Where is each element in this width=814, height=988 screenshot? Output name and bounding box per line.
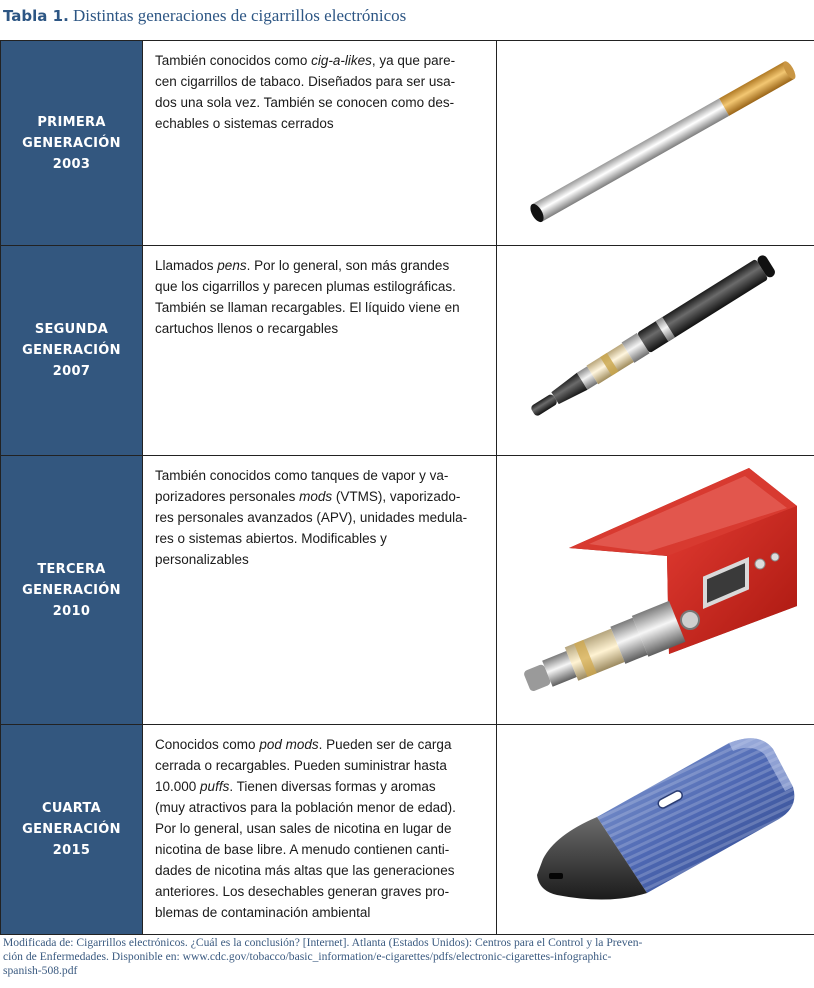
table-row <box>1 725 814 935</box>
caption-title: Distintas generaciones de cigarrillos electrónicos <box>73 6 407 25</box>
generation-description: También conocidos como cig-a-likes, ya que pare- cen cigarrillos de tabaco. Diseñados para ser usa- dos una sola vez. También se conocen como des- echables o sistemas cerrados <box>143 41 497 246</box>
generation-word: GENERACIÓN <box>22 343 121 358</box>
generation-year: 2003 <box>52 156 91 172</box>
generation-year: 2010 <box>52 603 91 619</box>
generation-year: 2015 <box>52 843 91 858</box>
table-row <box>1 456 814 725</box>
generation-ordinal: SEGUNDA <box>34 322 109 337</box>
generation-description: También conocidos como tanques de vapor y va- porizadores personales mods (VTMS), vaporizado- res personales avanzados (APV), unidades medula- res o sistemas abiertos. Modificables y personalizables <box>143 456 497 725</box>
generation-word: GENERACIÓN <box>22 822 121 837</box>
table-row <box>1 41 814 246</box>
generation-description: Llamados pens. Por lo general, son más grandes que los cigarrillos y parecen plumas estilográficas. También se llaman recargables. El líquido viene en cartuchos llenos o recargables <box>143 246 497 456</box>
generation-label <box>1 725 143 935</box>
generation-word: GENERACIÓN <box>22 582 121 598</box>
generation-label <box>1 456 143 725</box>
generation-description: Conocidos como pod mods. Pueden ser de carga cerrada o recargables. Pueden suministrar hasta 10.000 puffs. Tienen diversas formas y aromas (muy atractivos para la población menor de edad). Por lo general, usan sales de nicotina en lugar de nicotina de base libre. A menudo contienen canti- dades de nicotina más altas que las generaciones anteriores. Los desechables generan graves pro- blemas de contaminación ambiental <box>143 725 497 935</box>
disposable-cig-a-like-icon <box>497 41 814 246</box>
generation-ordinal: CUARTA <box>42 801 101 816</box>
generations-table <box>0 40 814 935</box>
vape-pen-icon <box>497 246 814 456</box>
generation-word: GENERACIÓN <box>22 135 121 151</box>
generation-label <box>1 246 143 456</box>
generation-ordinal: TERCERA <box>37 561 106 577</box>
box-mod-icon <box>497 456 814 725</box>
generation-year: 2007 <box>52 364 91 379</box>
table-row <box>1 246 814 456</box>
generation-label <box>1 41 143 246</box>
source-note: Modificada de: Cigarrillos electrónicos. ¿Cuál es la conclusión? [Internet]. Atlanta (Estados Unidos): Centros para el Control y la Preven- ción de Enfermedades. Disponible en: www.cdc.gov/tobacco/basic_information/e-cigarettes/pdfs/electronic-cigarettes-infographic- spanish-508.pdf <box>3 936 643 977</box>
pod-mod-icon <box>497 725 814 935</box>
generation-ordinal: PRIMERA <box>37 114 106 130</box>
table-caption <box>3 6 406 26</box>
caption-label: Tabla 1. <box>3 7 69 25</box>
